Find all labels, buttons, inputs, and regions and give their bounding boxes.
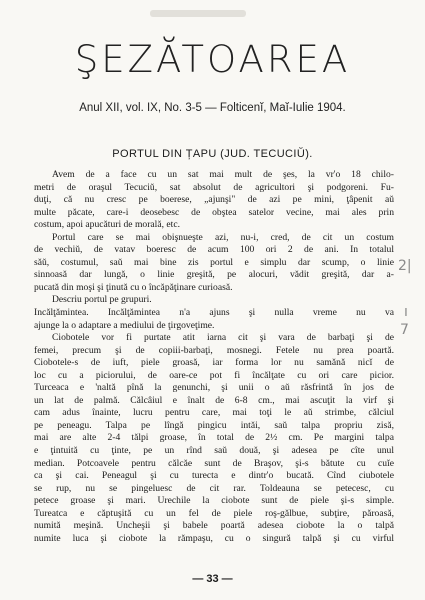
margin-pencil-mark: ı bbox=[404, 304, 408, 320]
text-line: Tureatca e căptuşită cu un fel de piele roş-gălbue, subţire, păroasă, bbox=[34, 507, 394, 519]
text-line: costum, apoi apucături de morală, etc. bbox=[34, 219, 180, 231]
scan-smudge bbox=[150, 10, 246, 17]
text-line: Turceaca e 'naltă pînă la genunchi, şi unii o aŭ răsfrintă în jos de bbox=[34, 382, 394, 394]
text-line: Ciobotele-s de iuft, piele groasă, iar forma lor nu samănă nicĭ de bbox=[34, 357, 394, 369]
text-line: ajunge la o adaptare a mediului de ţirgoveţime. bbox=[34, 319, 215, 331]
text-line: se rup, nu se pingeluesc de cit rar. Toldeauna se petecesc, cu bbox=[34, 482, 394, 494]
text-line: metri de oraşul Tecuciŭ, sat absolut de agricultori şi podgoreni. Fu- bbox=[34, 181, 394, 193]
text-line: femei, precum şi de copiii-barbaţi, mosnegi. Fetele nu prea poartă. bbox=[34, 344, 394, 356]
margin-pencil-mark: 2| bbox=[398, 258, 412, 274]
text-line: ca şi cai. Peneagul şi cu turecta e dintr'o bucată. Cînd ciubotele bbox=[34, 470, 394, 482]
journal-masthead: ŞEZĂTOAREA bbox=[74, 38, 351, 81]
text-line: un lat de palmă. Călcâiul e înalt de 6-8 cm., mai ascuţit la virf şi bbox=[34, 394, 394, 406]
article-title: PORTUL DIN ȚAPU (JUD. TECUCIŬ). bbox=[112, 148, 313, 160]
page-number: — 33 — bbox=[192, 573, 233, 585]
text-line: Avem de a face cu un sat mai mult de şes, la vr'o 18 chilo- bbox=[52, 169, 394, 180]
text-line: mai are alte 2-4 tălpi groase, în total de 2½ cm. Pe margini talpa bbox=[34, 432, 394, 444]
text-line: multe păcate, care-i deosebesc de obştea satelor vecine, mai ales prin bbox=[34, 206, 394, 218]
text-line: duţi, că nu cresc pe boerese, „ajunşi" de azi pe mini, ţâpenit aŭ bbox=[34, 194, 394, 206]
text-line: median. Potcoavele pentru călcăe sunt de Braşov, şi-s bătute cu cuĭe bbox=[34, 457, 394, 469]
text-line: sinnoasă dar lungă, o linie greşită, pe alocuri, vădit greşită, dar a- bbox=[34, 269, 394, 281]
text-line: Ciobotele vor fi purtate atit iarna cit şi vara de barbaţi şi de bbox=[52, 332, 394, 344]
text-line: numită meşină. Uncheşii şi babele poartă adesea ciobote la o talpă bbox=[34, 520, 394, 532]
text-line: loc cu a piciorului, de oare-ce pot fi încălţate cu ori care picior. bbox=[34, 369, 394, 381]
text-line: pucată din moşi şi ţinută cu o încăpăţinare curioasă. bbox=[34, 281, 233, 293]
text-line: numite luca şi ciobote la rămpaşu, cu o singură talpă şi cu virful bbox=[34, 532, 394, 544]
margin-pencil-mark: 7 bbox=[400, 322, 409, 338]
text-line: săŭ, costumul, saŭ mai bine zis portul e simplu dar scump, o linie bbox=[34, 256, 394, 268]
text-line: de vechiŭ, de vatav boeresc de acum 100 ori 2 de ani. In totalul bbox=[34, 244, 394, 256]
text-line: e ţintuită cu ţinte, pe un rînd saŭ două, şi adesea pe cîte unul bbox=[34, 445, 394, 457]
text-line: petece groase şi mari. Urechile la ciobote sunt de piele şi-s simple. bbox=[34, 495, 394, 507]
issue-line: Anul XII, vol. IX, No. 3-5 — Folticenĭ, Maĭ-Iulie 1904. bbox=[79, 102, 346, 114]
text-line: cam adus înainte, lucru pentru care, mai toţi le aŭ strimbe, călciul bbox=[34, 407, 394, 419]
text-line: Descriu portul pe grupuri. bbox=[52, 294, 152, 306]
text-line: Portul care se mai obişnueşte azi, nu-i, cred, de cit un costum bbox=[52, 231, 394, 243]
article-body bbox=[34, 169, 394, 545]
text-line: pe peneagu. Talpa pe lîngă pingicu intăi, saŭ talpa propriu zisă, bbox=[34, 419, 394, 431]
text-line: Incălţămintea. Incălţămintea n'a ajuns şi nulla vreme nu va bbox=[34, 307, 394, 319]
